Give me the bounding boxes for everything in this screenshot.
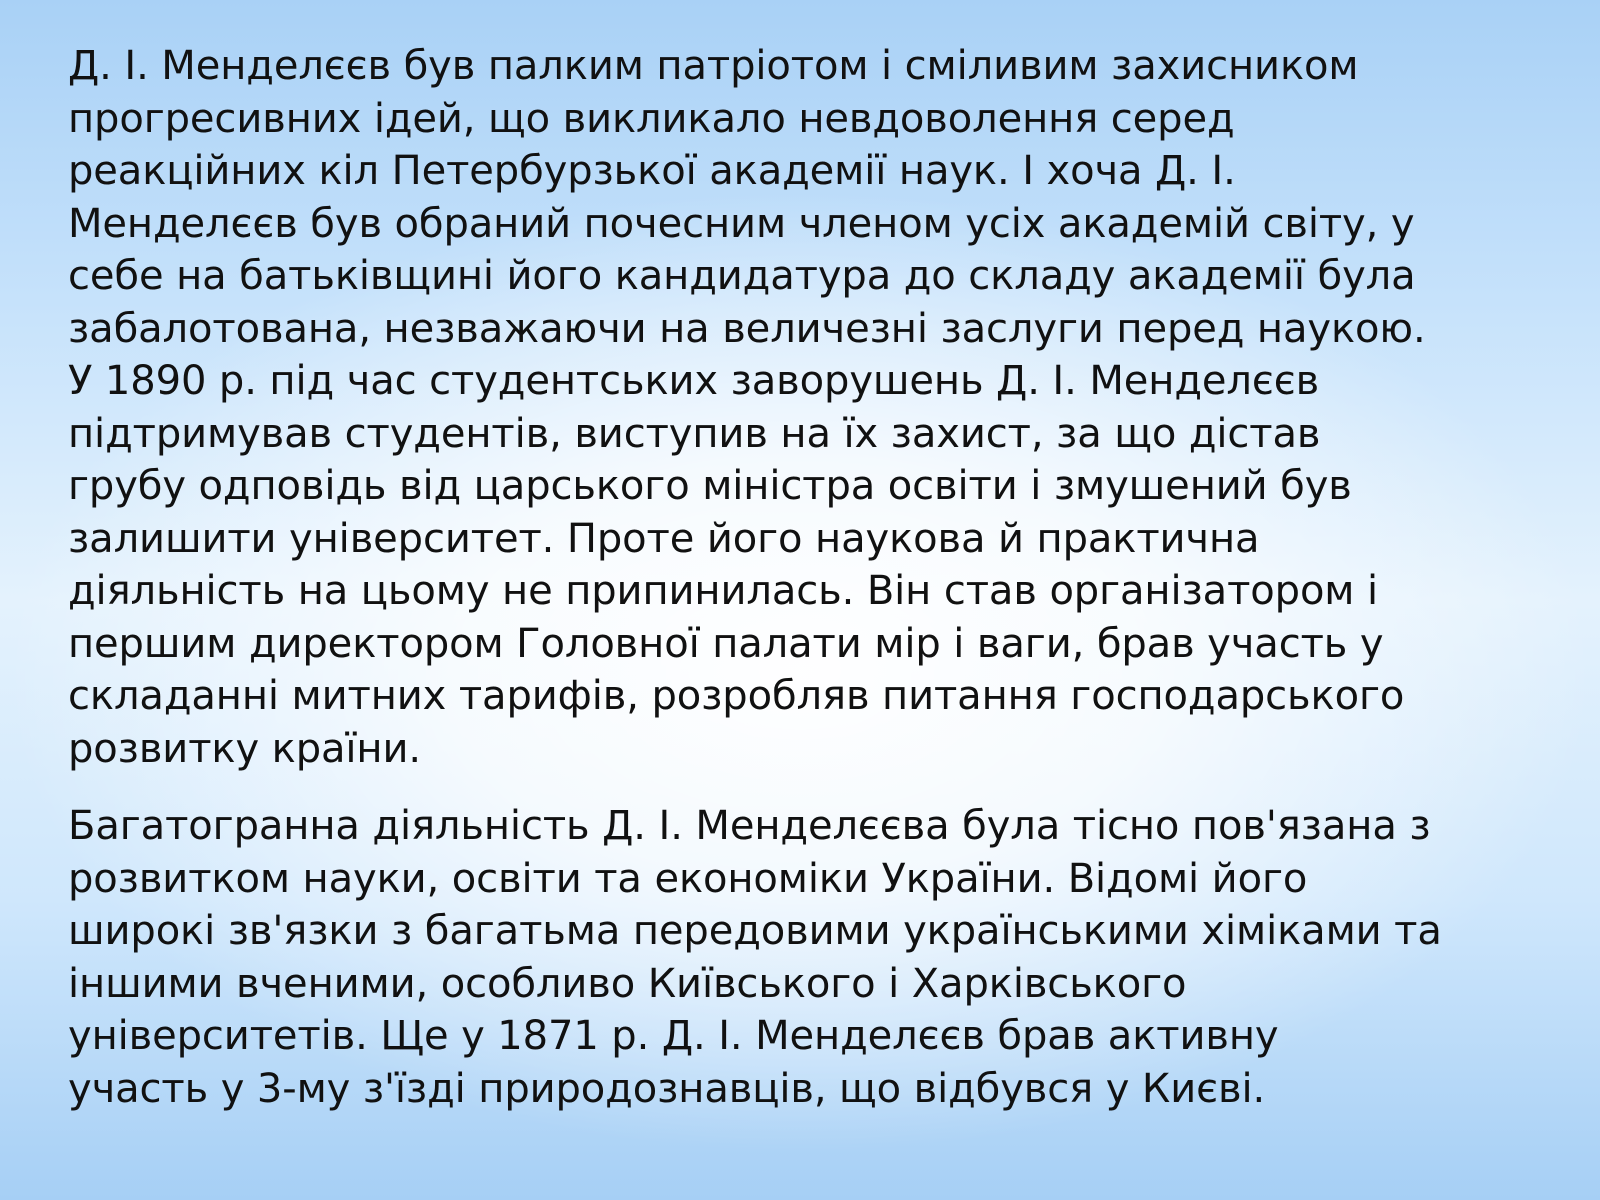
text-line: університетів. Ще у 1871 р. Д. І. Менделєєв брав активну (68, 1013, 1279, 1059)
slide-text-content (68, 40, 1548, 1115)
text-line: участь у 3-му з'їзді природознавців, що відбувся у Києві. (68, 1065, 1266, 1112)
text-line: залишити університет. Проте його наукова й практична (68, 515, 1260, 562)
text-line: складанні митних тарифів, розробляв питання господарського (68, 673, 1405, 719)
paragraph-career (68, 40, 1548, 775)
text-line: У 1890 р. під час студентських заворушень Д. І. Менделєєв (68, 358, 1320, 404)
text-line: Д. І. Менделєєв був палким патріотом і сміливим захисником (68, 43, 1359, 89)
text-line: підтримував студентів, виступив на їх захист, за що дістав (68, 410, 1321, 457)
text-line: розвитку країни. (68, 725, 421, 772)
text-line: Багатогранна діяльність Д. І. Менделєєва була тісно пов'язана з (68, 803, 1431, 849)
text-line: реакційних кіл Петербурзької академії наук. І хоча Д. І. (68, 148, 1236, 194)
text-line: розвитком науки, освіти та економіки України. Відомі його (68, 855, 1308, 902)
text-line: прогресивних ідей, що викликало невдоволення серед (68, 95, 1235, 142)
text-line: першим директором Головної палати мір і ваги, брав участь у (68, 620, 1384, 667)
text-line: діяльність на цьому не припинилась. Він став організатором і (68, 568, 1379, 614)
paragraph-ukraine (68, 800, 1548, 1115)
text-line: іншими вченими, особливо Київського і Харківського (68, 960, 1187, 1007)
text-line: себе на батьківщині його кандидатура до складу академії була (68, 253, 1416, 299)
text-line: Менделєєв був обраний почесним членом усіх академій світу, у (68, 200, 1415, 247)
text-line: широкі зв'язки з багатьма передовими українськими хіміками та (68, 908, 1442, 954)
text-line: грубу одповідь від царського міністра освіти і змушений був (68, 463, 1352, 509)
text-line: забалотована, незважаючи на величезні заслуги перед наукою. (68, 305, 1426, 352)
